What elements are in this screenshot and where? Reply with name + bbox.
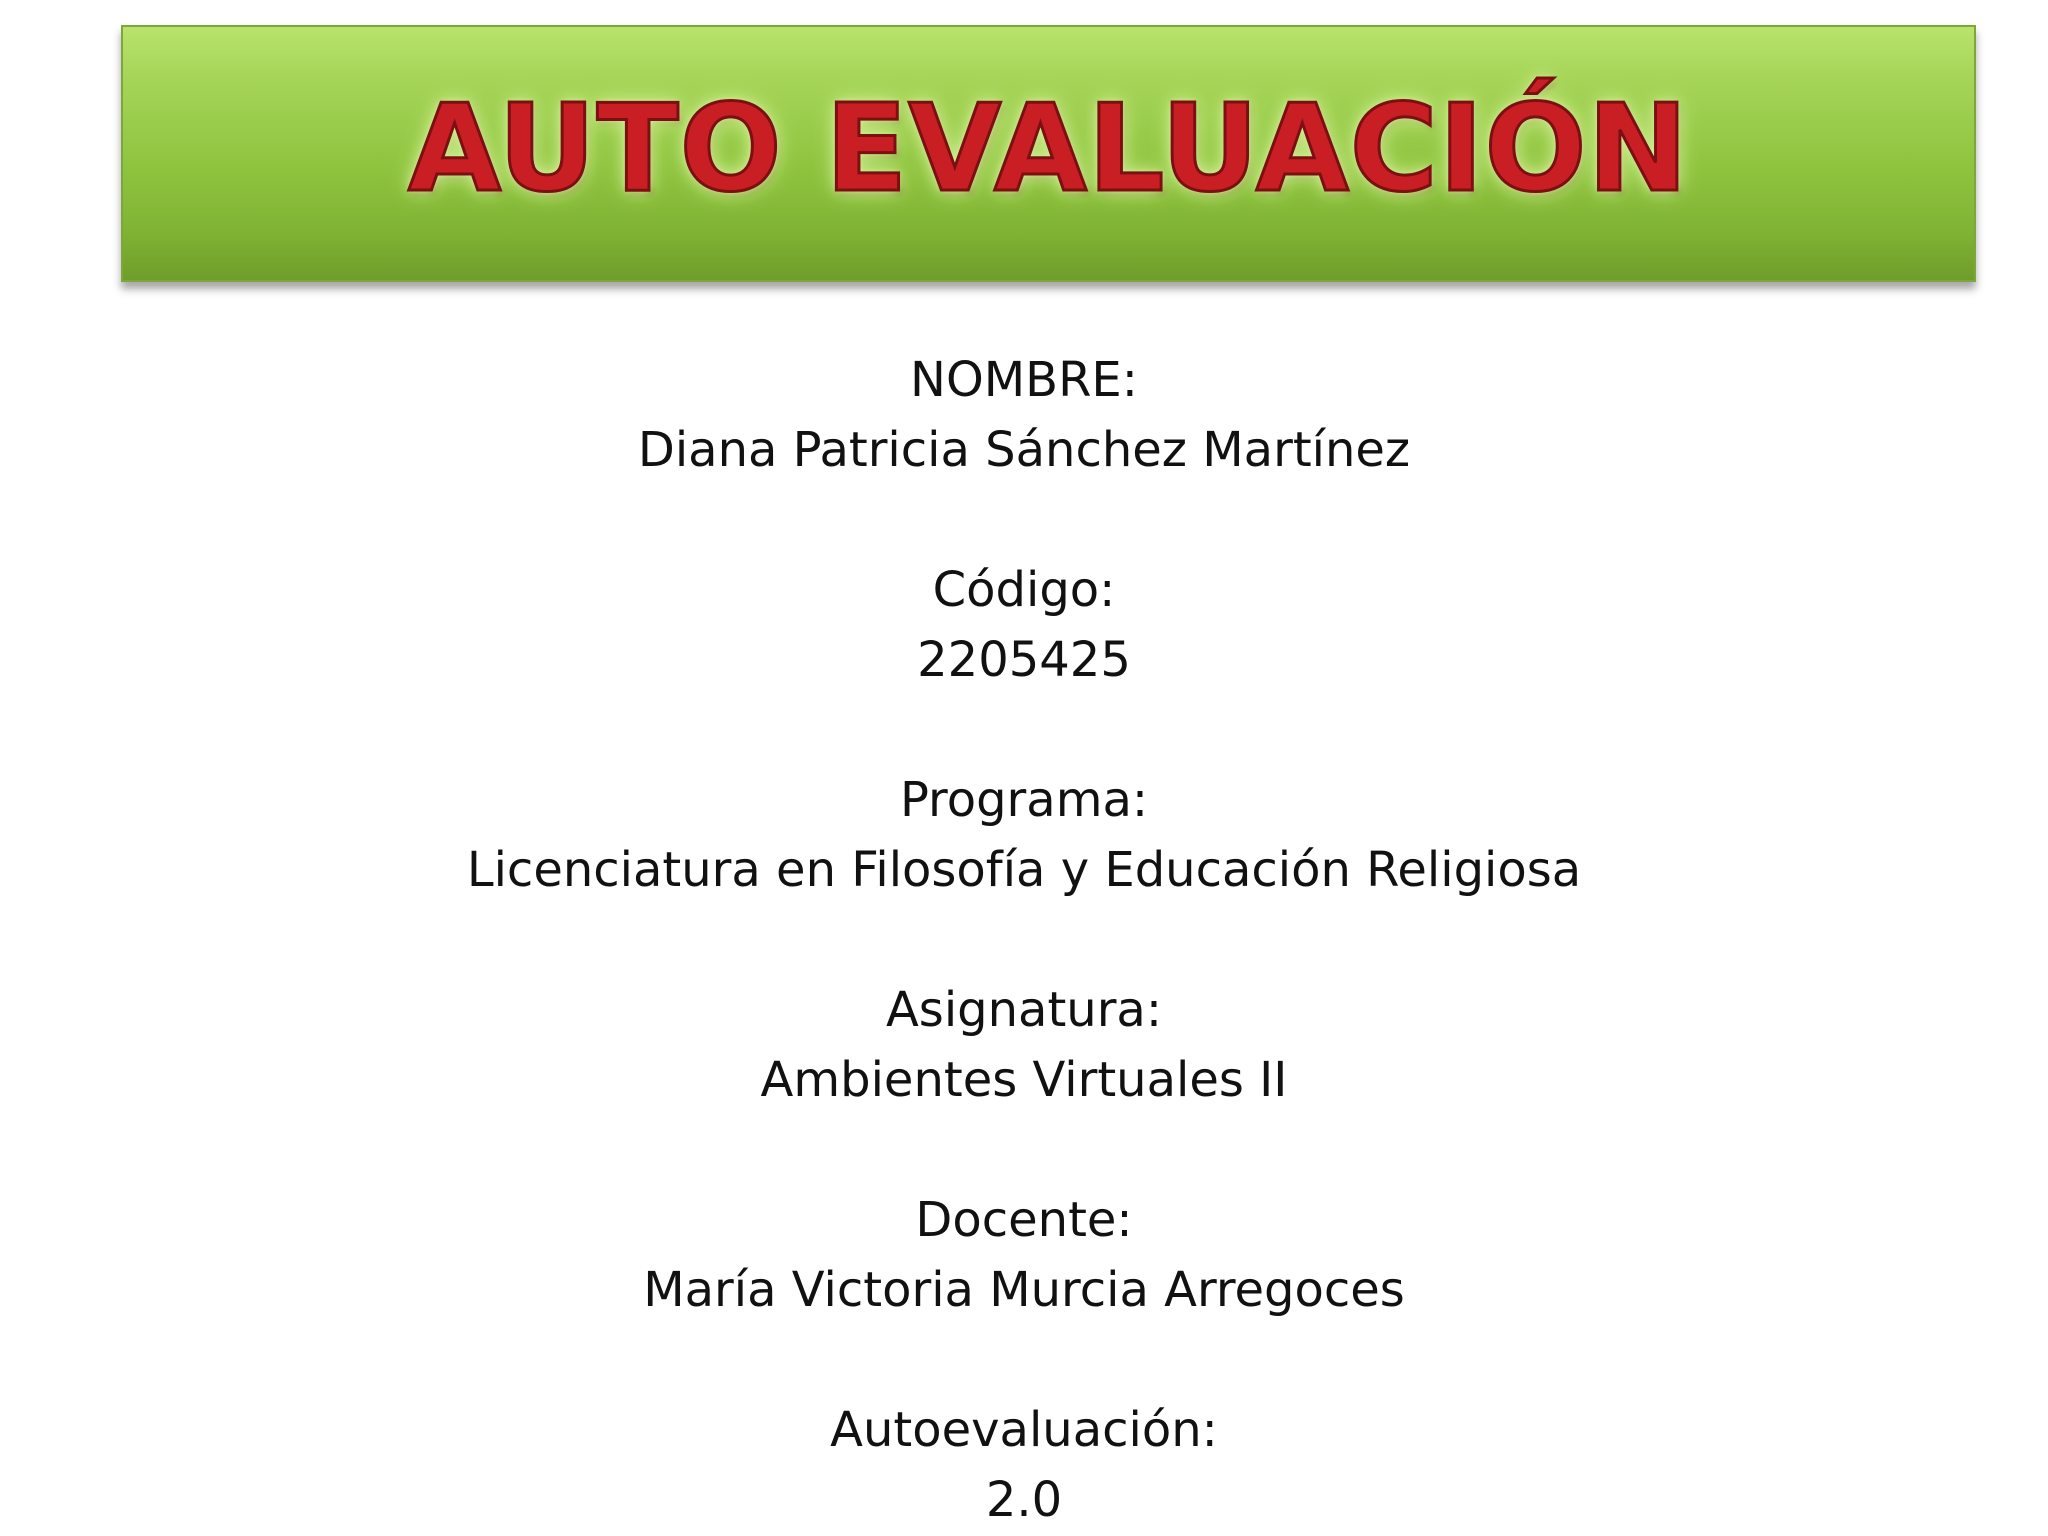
field-value: Ambientes Virtuales II — [760, 1052, 1288, 1108]
field-value: Diana Patricia Sánchez Martínez — [637, 422, 1411, 478]
field-label: Autoevaluación: — [830, 1402, 1218, 1458]
field-docente — [0, 1185, 2048, 1325]
field-value: 2.0 — [985, 1472, 1063, 1528]
field-asignatura — [0, 975, 2048, 1115]
field-label: Docente: — [915, 1192, 1133, 1248]
field-autoevaluacion — [0, 1395, 2048, 1535]
page-title: AUTO EVALUACIÓN — [408, 79, 1689, 219]
field-label: Código: — [932, 562, 1116, 618]
student-info — [0, 345, 2048, 1536]
field-nombre — [0, 345, 2048, 485]
field-label: Programa: — [899, 772, 1149, 828]
field-programa — [0, 765, 2048, 905]
title-banner — [121, 25, 1976, 282]
field-value: 2205425 — [917, 632, 1131, 688]
field-codigo — [0, 555, 2048, 695]
field-value: María Victoria Murcia Arregoces — [643, 1262, 1405, 1318]
field-label: NOMBRE: — [910, 352, 1138, 408]
field-label: Asignatura: — [885, 982, 1163, 1038]
field-value: Licenciatura en Filosofía y Educación Religiosa — [466, 842, 1582, 898]
